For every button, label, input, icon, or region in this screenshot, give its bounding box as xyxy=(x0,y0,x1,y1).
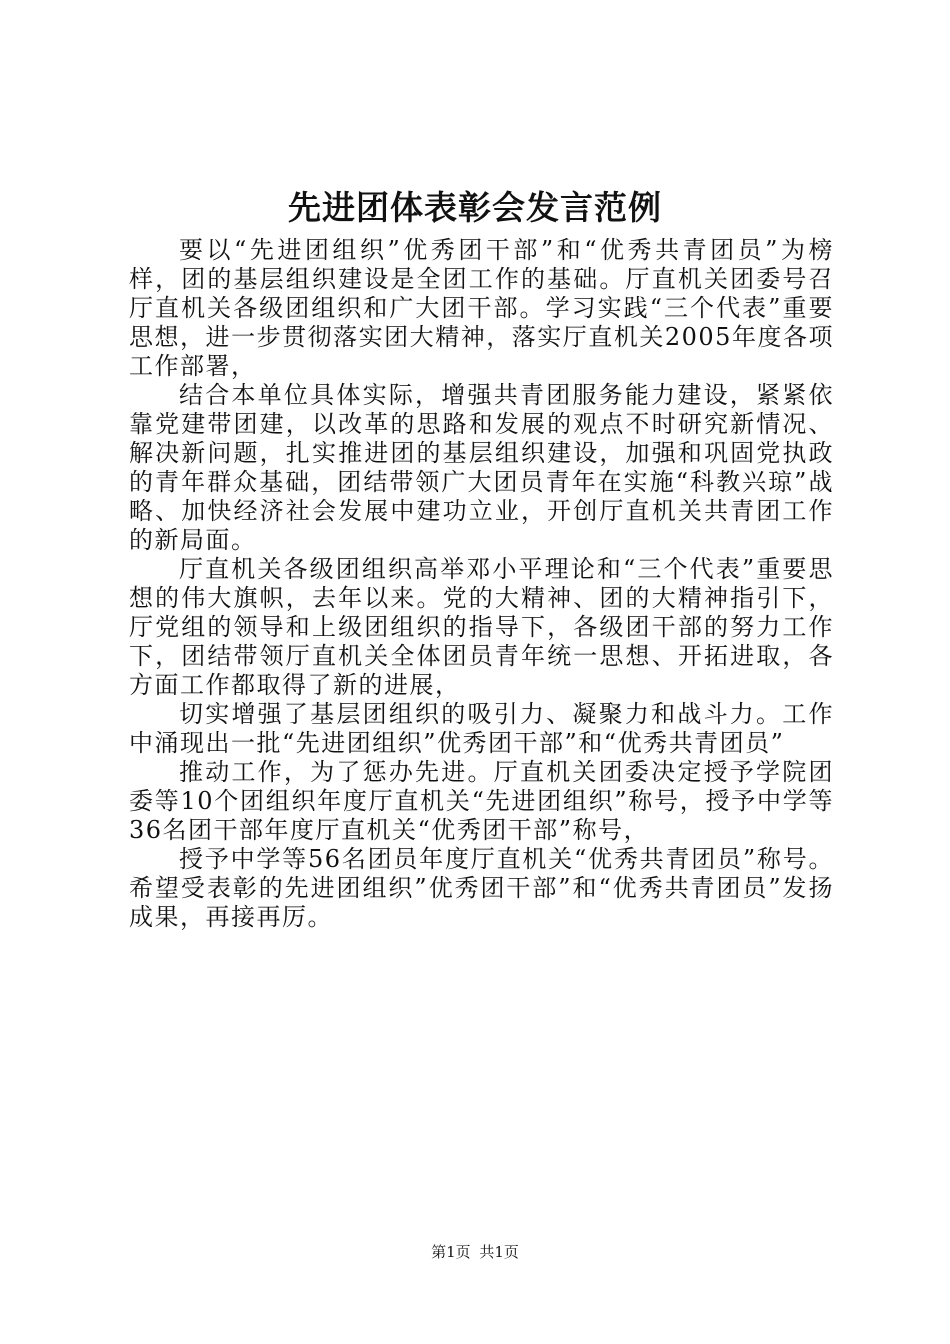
paragraph-4: 切实增强了基层团组织的吸引力、凝聚力和战斗力。工作中涌现出一批“先进团组织”优秀团干部”和“优秀共青团员” xyxy=(129,700,834,757)
page-total: 共1页 xyxy=(479,1243,519,1261)
document-title: 先进团体表彰会发言范例 xyxy=(288,188,662,227)
page-number: 第1页 xyxy=(431,1243,471,1261)
document-body xyxy=(129,236,834,932)
page-footer xyxy=(0,1242,950,1262)
paragraph-6: 授予中学等56名团员年度厅直机关“优秀共青团员”称号。希望受表彰的先进团组织”优秀团干部”和“优秀共青团员”发扬成果，再接再厉。 xyxy=(129,845,834,931)
paragraph-5: 推动工作，为了惩办先进。厅直机关团委决定授予学院团委等10个团组织年度厅直机关“先进团组织”称号，授予中学等36名团干部年度厅直机关“优秀团干部”称号， xyxy=(129,758,834,844)
paragraph-3: 厅直机关各级团组织高举邓小平理论和“三个代表”重要思想的伟大旗帜，去年以来。党的大精神、团的大精神指引下，厅党组的领导和上级团组织的指导下，各级团干部的努力工作下，团结带领厅直机关全体团员青年统一思想、开拓进取，各方面工作都取得了新的进展， xyxy=(129,555,834,699)
paragraph-1: 要以“先进团组织”优秀团干部”和“优秀共青团员”为榜样，团的基层组织建设是全团工作的基础。厅直机关团委号召厅直机关各级团组织和广大团干部。学习实践“三个代表”重要思想，进一步贯彻落实团大精神，落实厅直机关2005年度各项工作部署， xyxy=(129,236,834,380)
paragraph-2: 结合本单位具体实际，增强共青团服务能力建设，紧紧依靠党建带团建，以改革的思路和发展的观点不时研究新情况、解决新问题，扎实推进团的基层组织建设，加强和巩固党执政的青年群众基础，团结带领广大团员青年在实施“科教兴琼”战略、加快经济社会发展中建功立业，开创厅直机关共青团工作的新局面。 xyxy=(129,381,834,554)
